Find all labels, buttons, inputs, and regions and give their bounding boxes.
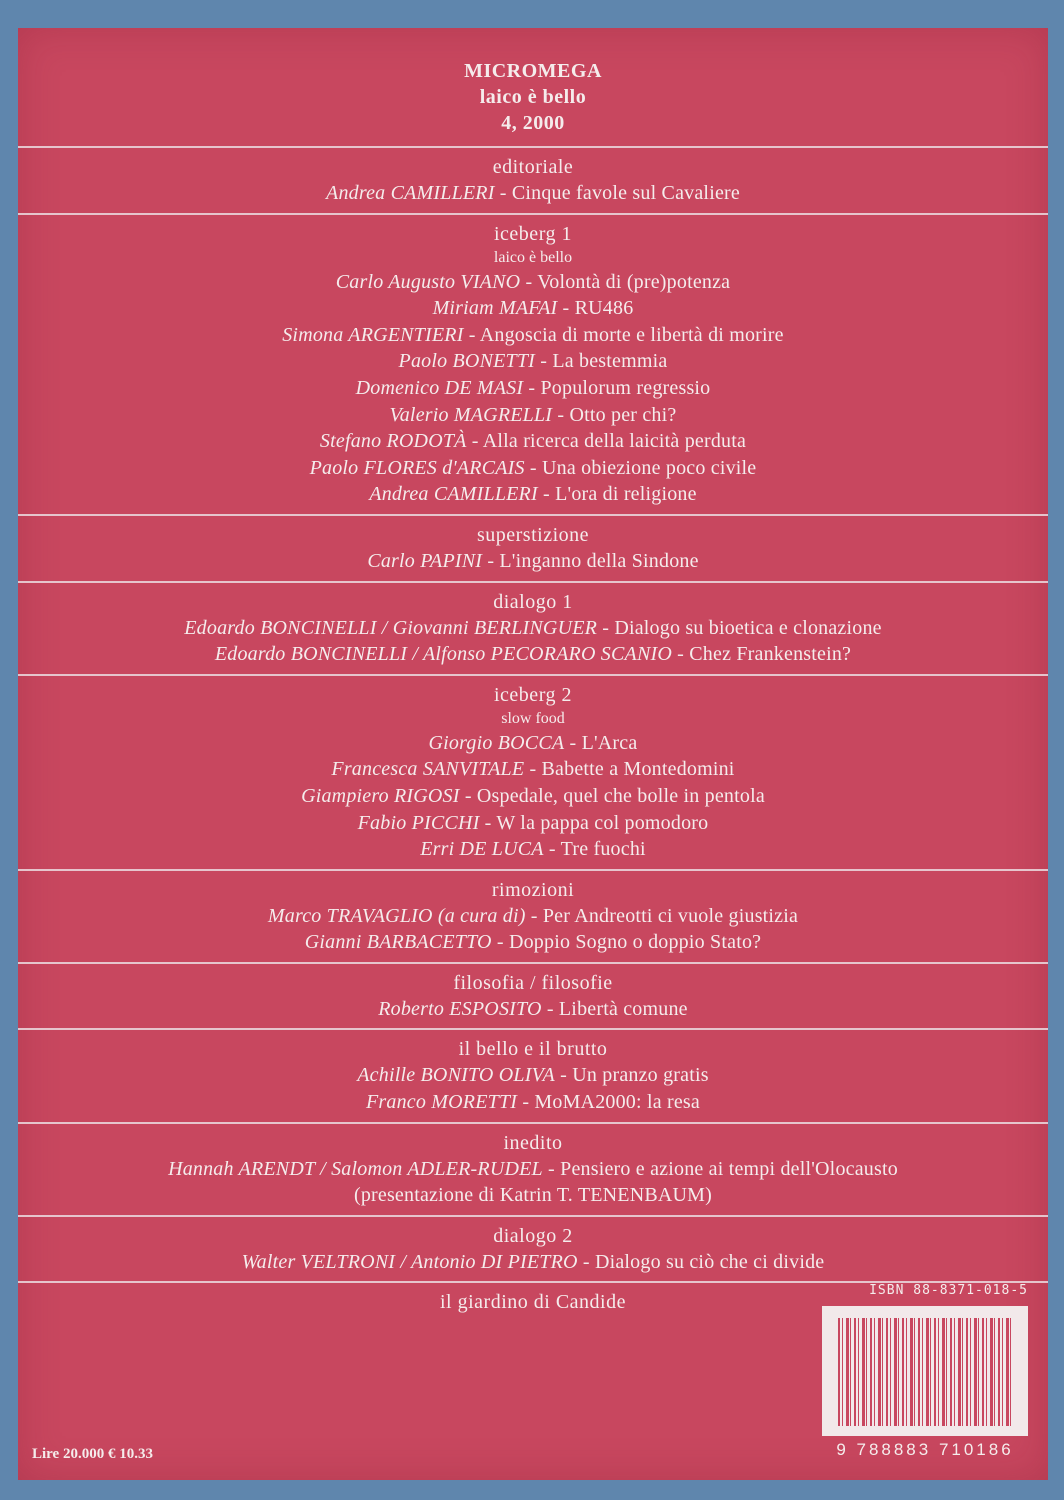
entry-title: Un pranzo gratis [572, 1064, 709, 1087]
toc-section [18, 1030, 1048, 1121]
toc-section [18, 148, 1048, 213]
entry-authors: Francesca SANVITALE [331, 758, 525, 781]
entry-title: Angoscia di morte e libertà di morire [479, 323, 784, 346]
toc-entry: Domenico DE MASI - Populorum regressio [355, 376, 711, 399]
entry-authors: Achille BONITO OLIVA [357, 1064, 555, 1087]
toc-entry: Simona ARGENTIERI - Angoscia di morte e libertà di morire [282, 323, 784, 346]
entry-authors: Stefano RODOTÀ [319, 430, 467, 453]
entry-authors: Erri DE LUCA [420, 838, 544, 861]
toc-section [18, 215, 1048, 514]
entry-title: Pensiero e azione ai tempi dell'Olocausto [560, 1157, 898, 1180]
section-title: rimozioni [491, 878, 575, 901]
toc-entry: Andrea CAMILLERI - Cinque favole sul Cavaliere [326, 182, 740, 204]
entry-authors: Andrea CAMILLERI [369, 483, 538, 506]
entry-title: L'Arca [581, 731, 638, 754]
entry-title: La bestemmia [552, 350, 668, 373]
toc-entry: Francesca SANVITALE - Babette a Montedomini [331, 758, 735, 781]
entry-title: RU486 [574, 297, 634, 320]
entry-title: Volontà di (pre)potenza [537, 270, 731, 293]
issue-title: laico è bello [479, 86, 587, 108]
entry-authors: Walter VELTRONI / Antonio DI PIETRO [241, 1250, 578, 1273]
entry-authors: Marco TRAVAGLIO (a cura di) [267, 904, 526, 927]
toc-entry: Giorgio BOCCA - L'Arca [428, 731, 638, 754]
toc-entry: Valerio MAGRELLI - Otto per chi? [389, 403, 677, 426]
entry-title: Chez Frankenstein? [689, 643, 852, 666]
entry-title: Doppio Sogno o doppio Stato? [508, 931, 762, 954]
issue-number: 4, 2000 [501, 112, 565, 134]
toc-entry: Edoardo BONCINELLI / Alfonso PECORARO SCANIO - Chez Frankenstein? [214, 643, 852, 666]
entry-title: Cinque favole sul Cavaliere [511, 182, 740, 204]
magazine-title: MICROMEGA [464, 60, 602, 82]
price-label: Lire 20.000 € 10.33 [32, 1446, 153, 1462]
toc-entry: Carlo Augusto VIANO - Volontà di (pre)potenza [335, 270, 731, 293]
entry-title: L'inganno della Sindone [499, 549, 699, 572]
entry-title: Otto per chi? [569, 403, 677, 426]
toc-section [18, 676, 1048, 869]
entry-authors: Paolo BONETTI [398, 350, 536, 373]
toc-entry: Paolo BONETTI - La bestemmia [398, 350, 668, 373]
section-list [18, 146, 1048, 1321]
section-title: iceberg 2 [494, 683, 572, 706]
entry-title: MoMA2000: la resa [534, 1091, 700, 1114]
toc-entry: Andrea CAMILLERI - L'ora di religione [369, 483, 697, 506]
entry-authors: Domenico DE MASI [355, 376, 524, 399]
toc-entry: Hannah ARENDT / Salomon ADLER-RUDEL - Pensiero e azione ai tempi dell'Olocausto [168, 1157, 898, 1180]
table-of-contents [18, 50, 1048, 1321]
entry-authors: Franco MORETTI [366, 1091, 518, 1114]
toc-entry: Edoardo BONCINELLI / Giovanni BERLINGUER - Dialogo su bioetica e clonazione [184, 616, 882, 639]
entry-title: Tre fuochi [560, 838, 646, 861]
entry-authors: Simona ARGENTIERI [282, 323, 464, 346]
toc-entry: Gianni BARBACETTO - Doppio Sogno o doppio Stato? [304, 931, 762, 954]
entry-title: Per Andreotti ci vuole giustizia [542, 904, 799, 927]
entry-authors: Roberto ESPOSITO [378, 997, 542, 1020]
entry-title: Dialogo su ciò che ci divide [594, 1250, 825, 1273]
entry-authors: Edoardo BONCINELLI / Giovanni BERLINGUER [184, 616, 598, 639]
entry-title: Una obiezione poco civile [542, 456, 757, 479]
toc-entry: Paolo FLORES d'ARCAIS - Una obiezione poco civile [309, 456, 757, 479]
entry-authors: Giorgio BOCCA [428, 731, 565, 754]
section-title: superstizione [476, 523, 590, 546]
toc-section [18, 583, 1048, 674]
entry-authors: Andrea CAMILLERI [326, 182, 495, 204]
entry-title: Libertà comune [558, 997, 688, 1020]
toc-section [18, 964, 1048, 1029]
section-title: editoriale [492, 156, 574, 178]
toc-section [18, 516, 1048, 581]
toc-entry: Giampiero RIGOSI - Ospedale, quel che bolle in pentola [301, 784, 765, 807]
toc-entry: Stefano RODOTÀ - Alla ricerca della laicità perduta [319, 430, 747, 453]
section-title: inedito [503, 1131, 563, 1154]
entry-authors: Fabio PICCHI [357, 811, 480, 834]
toc-section [18, 1124, 1048, 1215]
toc-entry: Franco MORETTI - MoMA2000: la resa [366, 1091, 700, 1114]
isbn-label: ISBN 88-8371-018-5 [869, 1283, 1028, 1298]
entry-note: (presentazione di Katrin T. TENENBAUM) [353, 1184, 713, 1207]
section-title: il giardino di Candide [440, 1291, 626, 1314]
section-title: il bello e il brutto [458, 1038, 608, 1061]
entry-title: Babette a Montedomini [541, 758, 735, 781]
entry-authors: Giampiero RIGOSI [301, 784, 460, 807]
toc-section [18, 871, 1048, 962]
entry-title: W la pappa col pomodoro [496, 811, 709, 834]
section-title: dialogo 2 [493, 1224, 573, 1247]
entry-authors: Carlo Augusto VIANO [335, 270, 521, 293]
entry-authors: Carlo PAPINI [367, 549, 483, 572]
entry-authors: Paolo FLORES d'ARCAIS [309, 456, 525, 479]
toc-entry: Fabio PICCHI - W la pappa col pomodoro [357, 811, 709, 834]
section-title: dialogo 1 [493, 590, 573, 613]
section-subtitle: laico è bello [493, 248, 573, 266]
section-title: iceberg 1 [494, 222, 572, 245]
toc-entry: Carlo PAPINI - L'inganno della Sindone [367, 549, 699, 572]
entry-authors: Valerio MAGRELLI [389, 403, 553, 426]
toc-entry: Achille BONITO OLIVA - Un pranzo gratis [357, 1064, 709, 1087]
back-cover [18, 28, 1048, 1480]
toc-entry: Erri DE LUCA - Tre fuochi [420, 838, 646, 861]
entry-authors: Gianni BARBACETTO [304, 931, 492, 954]
entry-title: Populorum regressio [540, 376, 711, 399]
section-subtitle: slow food [501, 709, 565, 727]
entry-title: Ospedale, quel che bolle in pentola [476, 784, 765, 807]
toc-entry: Roberto ESPOSITO - Libertà comune [378, 997, 688, 1020]
masthead [18, 50, 1048, 146]
entry-authors: Miriam MAFAI [432, 297, 558, 320]
entry-title: Dialogo su bioetica e clonazione [614, 616, 882, 639]
toc-entry: Miriam MAFAI - RU486 [432, 297, 634, 320]
toc-entry: Walter VELTRONI / Antonio DI PIETRO - Dialogo su ciò che ci divide [241, 1250, 825, 1273]
toc-section [18, 1217, 1048, 1282]
entry-authors: Edoardo BONCINELLI / Alfonso PECORARO SCANIO [214, 643, 672, 666]
barcode-number: 9 788883 710186 [836, 1440, 1014, 1459]
entry-title: Alla ricerca della laicità perduta [482, 430, 747, 453]
entry-authors: Hannah ARENDT / Salomon ADLER-RUDEL [168, 1157, 543, 1180]
toc-entry: Marco TRAVAGLIO (a cura di) - Per Andreotti ci vuole giustizia [267, 904, 799, 927]
section-title: filosofia / filosofie [453, 971, 613, 994]
barcode-icon [838, 1318, 1014, 1426]
entry-title: L'ora di religione [555, 483, 697, 506]
